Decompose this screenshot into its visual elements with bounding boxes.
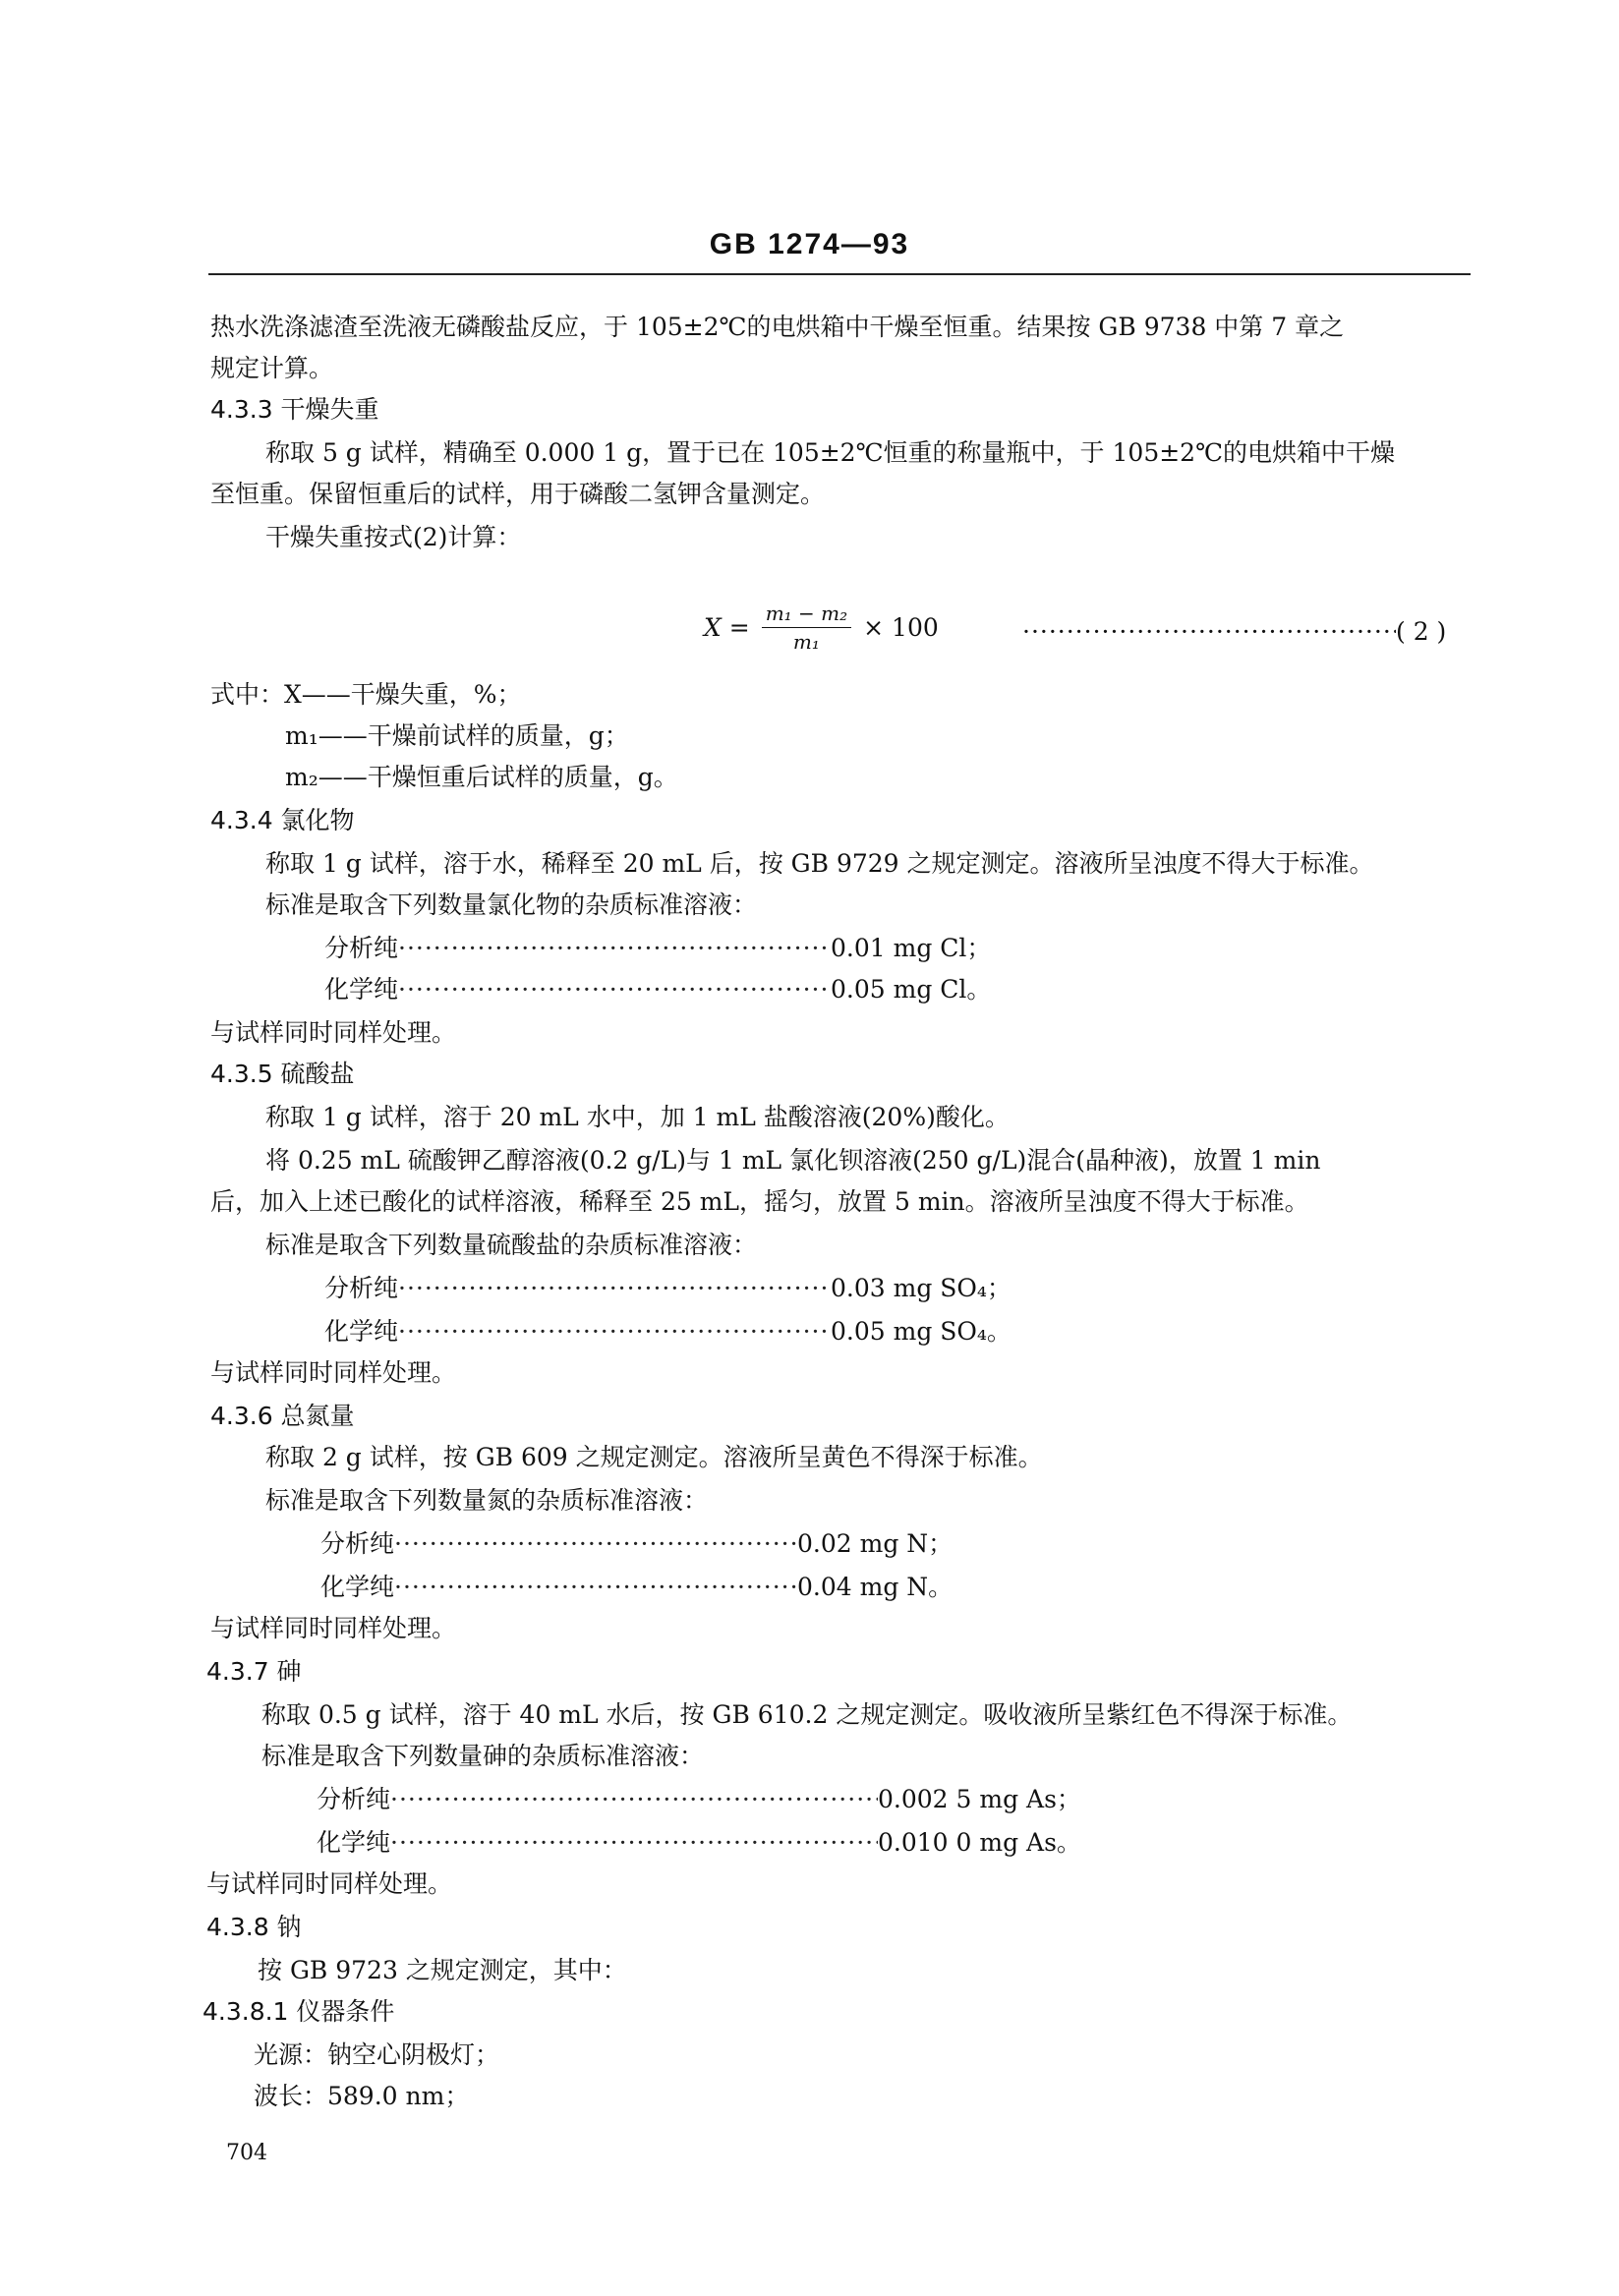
limit-row xyxy=(317,1783,1081,1816)
section-heading-4-3-7: 4.3.7 砷 xyxy=(206,1657,302,1686)
formula-denominator: m₁ xyxy=(792,630,820,654)
paragraph-line: 光源：钠空心阴极灯； xyxy=(254,2040,500,2069)
paragraph-line: 标准是取含下列数量氮的杂质标准溶液： xyxy=(265,1486,709,1515)
section-heading-4-3-6: 4.3.6 总氮量 xyxy=(210,1402,355,1430)
paragraph-line: 与试样同时同样处理。 xyxy=(210,1614,457,1642)
leader-dots xyxy=(398,973,831,1006)
leader-dots xyxy=(390,1783,878,1816)
leader-dots xyxy=(398,1272,831,1305)
limit-value: 0.05 mg Cl。 xyxy=(831,975,992,1004)
grade-label: 化学纯 xyxy=(320,1573,395,1601)
paragraph-line: 热水洗涤滤渣至洗液无磷酸盐反应，于 105±2℃的电烘箱中干燥至恒重。结果按 GB 9738 中第 7 章之 xyxy=(210,313,1345,341)
equation-number-label: ( 2 ) xyxy=(1396,617,1447,646)
paragraph-line: 标准是取含下列数量氯化物的杂质标准溶液： xyxy=(265,890,758,919)
leader-dots xyxy=(398,932,831,965)
where-x: 式中：X——干燥失重，%； xyxy=(210,680,522,709)
grade-label: 分析纯 xyxy=(324,934,399,962)
formula-numerator: m₁ − m₂ xyxy=(762,602,851,628)
section-heading-4-3-5: 4.3.5 硫酸盐 xyxy=(210,1060,355,1088)
leader-dots xyxy=(1022,617,1396,646)
formula-lhs: X = xyxy=(704,613,750,642)
grade-label: 化学纯 xyxy=(324,975,399,1004)
section-heading-4-3-8: 4.3.8 钠 xyxy=(206,1913,302,1941)
paragraph-line: 波长：589.0 nm； xyxy=(254,2082,470,2110)
grade-label: 分析纯 xyxy=(317,1785,391,1813)
formula-times: × 100 xyxy=(863,613,939,642)
section-heading-4-3-3: 4.3.3 干燥失重 xyxy=(210,395,379,424)
leader-dots xyxy=(394,1571,797,1604)
where-m1: m₁——干燥前试样的质量，g； xyxy=(285,721,629,750)
limit-value: 0.010 0 mg As。 xyxy=(878,1828,1081,1857)
header-standard-code: GB 1274—93 xyxy=(709,228,910,260)
paragraph-line: 标准是取含下列数量砷的杂质标准溶液： xyxy=(261,1742,705,1770)
limit-value: 0.03 mg SO₄； xyxy=(831,1274,1012,1302)
grade-label: 分析纯 xyxy=(320,1529,395,1558)
limit-value: 0.05 mg SO₄。 xyxy=(831,1317,1012,1346)
leader-dots xyxy=(390,1826,878,1860)
grade-label: 化学纯 xyxy=(317,1828,391,1857)
limit-row xyxy=(320,1527,953,1561)
limit-row xyxy=(324,973,991,1006)
paragraph-line: 与试样同时同样处理。 xyxy=(206,1869,453,1898)
paragraph-line: 干燥失重按式(2)计算： xyxy=(265,523,522,551)
limit-row xyxy=(324,932,991,965)
equation-number xyxy=(1022,617,1446,646)
leader-dots xyxy=(394,1527,797,1561)
where-m2: m₂——干燥恒重后试样的质量，g。 xyxy=(285,763,678,791)
section-heading-4-3-4: 4.3.4 氯化物 xyxy=(210,806,355,834)
paragraph-line: 称取 5 g 试样，精确至 0.000 1 g，置于已在 105±2℃恒重的称量瓶中，于 105±2℃的电烘箱中干燥 xyxy=(265,438,1396,467)
page-number: 704 xyxy=(226,2141,267,2165)
header-rule xyxy=(208,273,1471,275)
formula-fraction xyxy=(762,602,851,654)
paragraph-line: 将 0.25 mL 硫酸钾乙醇溶液(0.2 g/L)与 1 mL 氯化钡溶液(250 g/L)混合(晶种液)，放置 1 min xyxy=(265,1146,1321,1175)
limit-row xyxy=(320,1571,953,1604)
paragraph-line: 按 GB 9723 之规定测定，其中： xyxy=(258,1956,627,1984)
limit-row xyxy=(324,1315,1012,1349)
paragraph-line: 称取 1 g 试样，溶于水，稀释至 20 mL 后，按 GB 9729 之规定测定。溶液所呈浊度不得大于标准。 xyxy=(265,849,1374,878)
limit-row xyxy=(317,1826,1081,1860)
limit-value: 0.02 mg N； xyxy=(797,1529,954,1558)
paragraph-line: 与试样同时同样处理。 xyxy=(210,1018,457,1047)
paragraph-line: 至恒重。保留恒重后的试样，用于磷酸二氢钾含量测定。 xyxy=(210,480,826,508)
grade-label: 化学纯 xyxy=(324,1317,399,1346)
paragraph-line: 称取 2 g 试样，按 GB 609 之规定测定。溶液所呈黄色不得深于标准。 xyxy=(265,1443,1043,1471)
grade-label: 分析纯 xyxy=(324,1274,399,1302)
limit-value: 0.01 mg Cl； xyxy=(831,934,992,962)
formula-2 xyxy=(704,602,939,654)
section-heading-4-3-8-1: 4.3.8.1 仪器条件 xyxy=(202,1997,395,2026)
paragraph-line: 称取 1 g 试样，溶于 20 mL 水中，加 1 mL 盐酸溶液(20%)酸化。 xyxy=(265,1103,1010,1131)
paragraph-line: 后，加入上述已酸化的试样溶液，稀释至 25 mL，摇匀，放置 5 min。溶液所呈浊度不得大于标准。 xyxy=(210,1187,1309,1216)
paragraph-line: 与试样同时同样处理。 xyxy=(210,1358,457,1387)
paragraph-line: 规定计算。 xyxy=(210,354,334,382)
paragraph-line: 标准是取含下列数量硫酸盐的杂质标准溶液： xyxy=(265,1231,758,1259)
paragraph-line: 称取 0.5 g 试样，溶于 40 mL 水后，按 GB 610.2 之规定测定。吸收液所呈紫红色不得深于标准。 xyxy=(261,1700,1353,1729)
leader-dots xyxy=(398,1315,831,1349)
limit-row xyxy=(324,1272,1012,1305)
limit-value: 0.04 mg N。 xyxy=(797,1573,954,1601)
limit-value: 0.002 5 mg As； xyxy=(878,1785,1081,1813)
